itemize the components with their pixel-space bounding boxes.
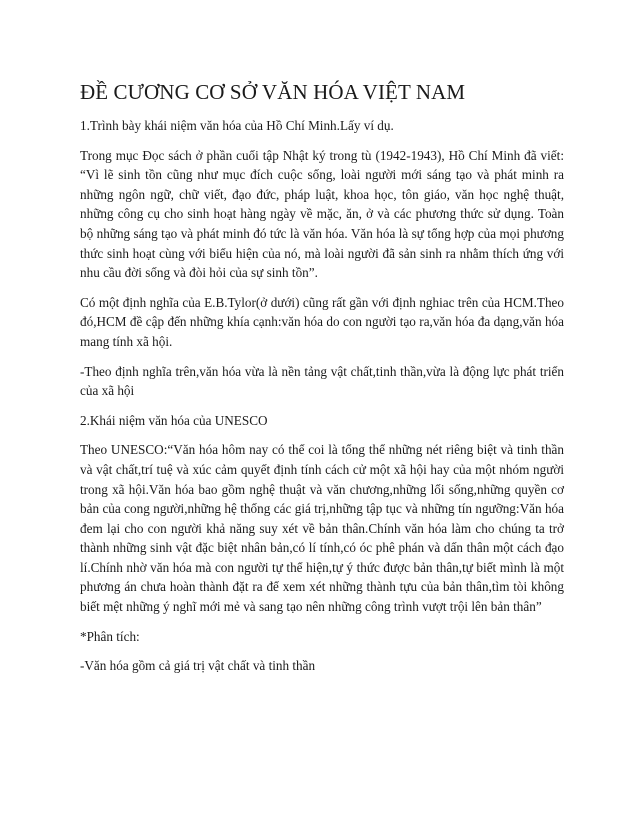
document-title: ĐỀ CƯƠNG CƠ SỞ VĂN HÓA VIỆT NAM: [80, 80, 466, 104]
paragraph: -Văn hóa gồm cả giá trị vật chất và tinh thần: [80, 658, 316, 674]
paragraph: Theo UNESCO:“Văn hóa hôm nay có thể coi là tổng thể những nét riêng biệt và tinh thần và vật chất,trí tuệ và xúc cảm quyết định tính cách cử một xã hội hay của một nhóm người trong xã hội.Văn hóa bao gồm nghệ thuật và văn chương,những lối sống,những quyền cơ bản của cong người,những hệ thống các giá trị,những tập tục và những tín ngưỡng:Văn hóa đem lại cho con người khả năng suy xét về bản thân.Chính văn hóa làm cho chúng ta trở thành những sinh vật đặc biệt nhân bản,có lí tính,có óc phê phán và dấn thân một cách đạo lí.Chính nhờ văn hóa mà con người tự thể hiện,tự ý thức được bản thân,tự biết mình là một phương án chưa hoàn thành đặt ra để xem xét những thành tựu của bản thân,tìm tòi không biết mệt những ý nghĩ mới mẻ và sang tạo nên những công trình vượt trội lên bản thân”: [80, 442, 564, 615]
paragraph: -Theo định nghĩa trên,văn hóa vừa là nền tảng vật chất,tinh thần,vừa là động lực phát triển của xã hội: [80, 363, 564, 399]
analysis-heading: *Phân tích:: [80, 628, 140, 644]
section-heading-1: 1.Trình bày khái niệm văn hóa của Hồ Chí Minh.Lấy ví dụ.: [80, 118, 394, 133]
section-heading-2: 2.Khái niệm văn hóa của UNESCO: [80, 412, 268, 428]
paragraph: Trong mục Đọc sách ở phần cuối tập Nhật ký trong tù (1942-1943), Hồ Chí Minh đã viết: “Vì lẽ sinh tồn cũng như mục đích cuộc sống, loài người mới sáng tạo và phát minh ra những ngôn ngữ, chữ viết, đạo đức, pháp luật, khoa học, tôn giáo, văn học nghệ thuật, những công cụ cho sinh hoạt hàng ngày về mặc, ăn, ở và các phương thức sử dụng. Toàn bộ những sáng tạo và phát minh đó tức là văn hóa. Văn hóa là sự tổng hợp của mọi phương thức sinh hoạt cùng với biểu hiện của nó, mà loài người đã sản sinh ra nhằm thích ứng với nhu cầu đời sống và đòi hỏi của sự sinh tồn”.: [80, 147, 564, 281]
paragraph: Có một định nghĩa của E.B.Tylor(ở dưới) cũng rất gần với định nghiac trên của HCM.Theo đó,HCM đề cập đến những khía cạnh:văn hóa do con người tạo ra,văn hóa đa dạng,văn hóa mang tính xã hội.: [80, 294, 564, 349]
document-page: [80, 78, 564, 686]
